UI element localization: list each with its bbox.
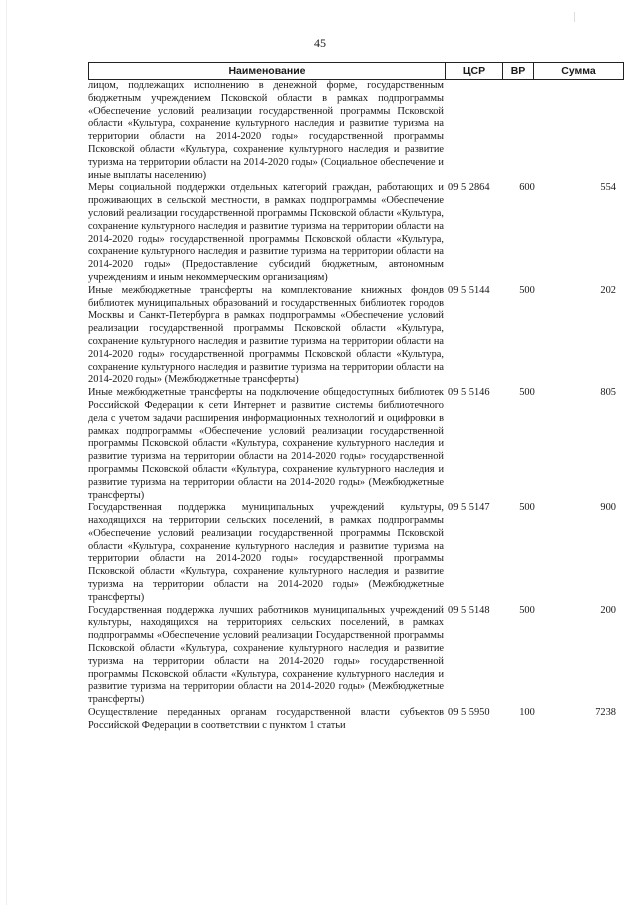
row-csr: 09 5 5146 bbox=[448, 387, 490, 399]
row-name: Иные межбюджетные трансферты на подключение общедоступных библиотек Российской Федерации к сети Интернет и развитие системы библиотечного дела с учетом задачи расширения информационных технологий и оцифровки в рамках подпрограммы «Обеспечение условий реализации государственной программы Псковской области «Культура, сохранение культурного наследия и развитие туризма на территории области на 2014-2020 годы» государственной программы Псковской области «Культура, сохранение культурного наследия и развитие туризма на территории области на 2014-2020 годы» (Межбюджетные трансферты) bbox=[88, 387, 444, 501]
table-row bbox=[88, 502, 624, 604]
row-vr: 500 bbox=[519, 604, 535, 616]
table-header bbox=[88, 62, 624, 80]
row-name: Иные межбюджетные трансферты на комплектование книжных фондов библиотек муниципальных образований и государственных библиотек городов Москвы и Санкт-Петербурга в рамках подпрограммы «Обеспечение условий реализации государственной программы Псковской области «Культура, сохранение культурного наследия и развитие туризма на территории области на 2014-2020 годы» государственной программы Псковской области «Культура, сохранение культурного наследия и развитие туризма на территории области на 2014-2020 годы» (Межбюджетные трансферты) bbox=[88, 284, 444, 386]
table-row bbox=[88, 605, 624, 707]
row-vr: 500 bbox=[519, 284, 535, 296]
row-name: Государственная поддержка муниципальных учреждений культуры, находящихся на территории сельских поселений, в рамках подпрограммы «Обеспечение условий реализации государственной программы Псковской области «Культура, сохранение культурного наследия и развитие туризма на территории области на 2014-2020 годы» государственной программы Псковской области «Культура, сохранение культурного наследия и развитие туризма на территории области на 2014-2020 годы» (Межбюджетные трансферты) bbox=[88, 502, 444, 603]
row-sum: 900 bbox=[600, 502, 616, 514]
page-number: 45 bbox=[314, 36, 326, 50]
row-sum bbox=[544, 80, 624, 182]
row-vr: 500 bbox=[519, 502, 535, 514]
row-sum: 554 bbox=[600, 182, 616, 194]
row-name: Осуществление переданных органам государственной власти субъектов Российской Федерации в соответствии с пунктом 1 статьи bbox=[88, 707, 444, 731]
row-name: лицом, подлежащих исполнению в денежной форме, государственным бюджетным учреждением Псковской области в рамках подпрограммы «Обеспечение условий реализации государственной программы Псковской области «Культура, сохранение культурного наследия и развитие туризма на территории области на 2014-2020 годы» государственной программы Псковской области «Культура, сохранение культурного наследия и развитие туризма на территории области на 2014-2020 годы» (Социальное обеспечение и иные выплаты населению) bbox=[88, 80, 444, 181]
row-vr: 100 bbox=[519, 707, 535, 719]
row-csr: 09 5 2864 bbox=[448, 182, 490, 194]
row-sum: 805 bbox=[600, 387, 616, 399]
header-csr: ЦСР bbox=[446, 63, 503, 79]
table-row bbox=[88, 285, 624, 387]
row-csr: 09 5 5147 bbox=[448, 502, 490, 514]
row-name: Меры социальной поддержки отдельных категорий граждан, работающих и проживающих в сельской местности, в рамках подпрограммы «Обеспечение условий реализации государственной программы Псковской области «Культура, сохранение культурного наследия и развитие туризма на территории области на 2014-2020 годы» государственной программы Псковской области «Культура, сохранение культурного наследия и развитие туризма на территории области на 2014-2020 годы» (Предоставление субсидий бюджетным, автономным учреждениям и иным некоммерческим организациям) bbox=[88, 182, 444, 283]
table-row bbox=[88, 707, 624, 733]
row-vr: 600 bbox=[519, 182, 535, 194]
scan-mark bbox=[574, 12, 575, 22]
row-csr: 09 5 5148 bbox=[448, 604, 490, 616]
row-name: Государственная поддержка лучших работников муниципальных учреждений культуры, находящихся на территориях сельских поселений, в рамках подпрограммы «Обеспечение условий реализации Государственной программы Псковской области «Культура, сохранение культурного наследия и развитие туризма на территории области на 2014-2020 годы» государственной программы Псковской области «Культура, сохранение культурного наследия и развитие туризма на территории области на 2014-2020 годы» (Межбюджетные трансферты) bbox=[88, 604, 444, 706]
row-vr: 500 bbox=[519, 387, 535, 399]
header-vr: ВР bbox=[503, 63, 534, 79]
row-csr: 09 5 5950 bbox=[448, 707, 490, 719]
table-row bbox=[88, 80, 624, 182]
row-sum: 7238 bbox=[595, 707, 616, 719]
header-sum: Сумма bbox=[561, 65, 596, 77]
row-sum: 200 bbox=[600, 604, 616, 616]
table-row bbox=[88, 387, 624, 502]
scan-edge bbox=[6, 0, 7, 905]
header-name: Наименование bbox=[89, 63, 446, 79]
row-sum: 202 bbox=[600, 284, 616, 296]
row-csr: 09 5 5144 bbox=[448, 284, 490, 296]
budget-table bbox=[88, 62, 624, 733]
row-vr bbox=[510, 80, 544, 182]
row-csr bbox=[444, 80, 510, 182]
table-row bbox=[88, 182, 624, 284]
